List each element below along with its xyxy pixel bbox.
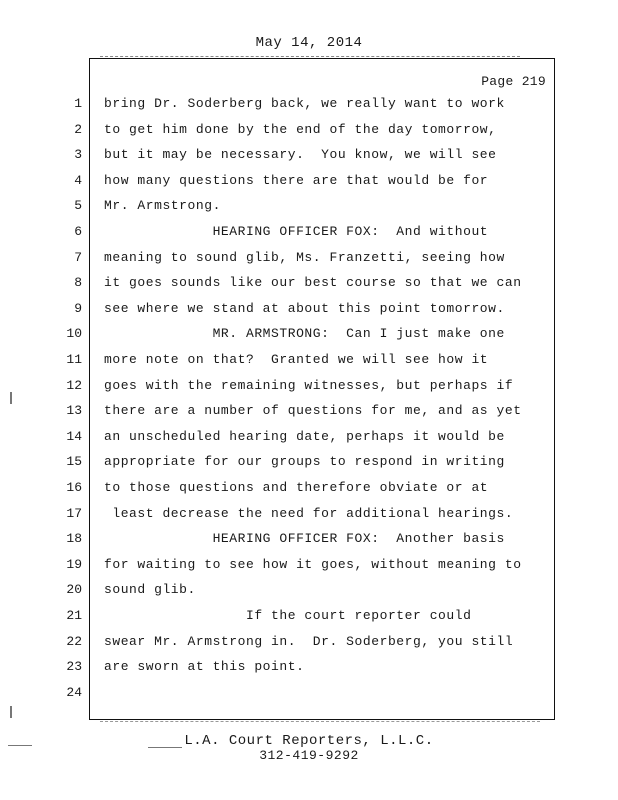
line-text: least decrease the need for additional hearings. xyxy=(104,505,514,521)
line-text: more note on that? Granted we will see how it xyxy=(104,352,489,367)
line-text: goes with the remaining witnesses, but perhaps if xyxy=(104,377,514,393)
line-text: Mr. Armstrong. xyxy=(104,198,221,214)
line-text: to those questions and therefore obviate or at xyxy=(104,480,489,495)
line-number: 8 xyxy=(74,275,82,291)
line-text: for waiting to see how it goes, without meaning to xyxy=(104,556,522,572)
page-number: Page 219 xyxy=(481,74,546,89)
line-number: 14 xyxy=(66,428,82,444)
line-text: to get him done by the end of the day tomorrow, xyxy=(104,121,497,137)
scan-mark xyxy=(10,392,12,404)
transcript-date: May 14, 2014 xyxy=(255,35,363,51)
line-number: 6 xyxy=(74,224,82,239)
line-number: 17 xyxy=(66,505,82,521)
line-number: 18 xyxy=(66,531,82,547)
line-text: swear Mr. Armstrong in. Dr. Soderberg, you still xyxy=(104,633,514,649)
line-number: 24 xyxy=(66,684,82,700)
line-number: 7 xyxy=(74,249,82,265)
reporter-phone: 312-419-9292 xyxy=(259,748,359,763)
line-text: but it may be necessary. You know, we will see xyxy=(104,147,497,163)
line-number: 16 xyxy=(66,480,82,495)
top-divider xyxy=(100,56,520,57)
line-text: MR. ARMSTRONG: Can I just make one xyxy=(104,326,505,342)
line-number: 3 xyxy=(74,147,82,163)
line-text: sound glib. xyxy=(104,582,196,598)
line-text: appropriate for our groups to respond in writing xyxy=(104,454,505,470)
scan-mark xyxy=(8,745,32,746)
line-number: 4 xyxy=(74,172,82,188)
line-number: 5 xyxy=(74,198,82,214)
line-text: an unscheduled hearing date, perhaps it would be xyxy=(104,428,505,444)
line-number: 20 xyxy=(66,582,82,598)
line-number: 23 xyxy=(66,659,82,675)
bottom-divider xyxy=(100,721,540,722)
line-number: 15 xyxy=(66,454,82,470)
line-number: 13 xyxy=(66,403,82,419)
line-text: see where we stand at about this point tomorrow. xyxy=(104,300,505,316)
line-number: 22 xyxy=(66,633,82,649)
line-number: 19 xyxy=(66,556,82,572)
line-number: 11 xyxy=(66,352,82,367)
line-number: 10 xyxy=(66,326,82,342)
line-text: meaning to sound glib, Ms. Franzetti, seeing how xyxy=(104,249,505,265)
line-text: HEARING OFFICER FOX: And without xyxy=(104,224,489,239)
line-text: it goes sounds like our best course so that we can xyxy=(104,275,522,291)
line-text: how many questions there are that would be for xyxy=(104,172,489,188)
line-text: bring Dr. Soderberg back, we really want to work xyxy=(104,96,505,111)
line-number: 9 xyxy=(74,300,82,316)
reporter-company: L.A. Court Reporters, L.L.C. xyxy=(184,733,434,749)
line-text: are sworn at this point. xyxy=(104,659,305,675)
line-number: 12 xyxy=(66,377,82,393)
scan-mark xyxy=(148,747,182,748)
line-text: HEARING OFFICER FOX: Another basis xyxy=(104,531,505,547)
scan-mark xyxy=(10,706,12,718)
line-number: 2 xyxy=(74,121,82,137)
line-text: there are a number of questions for me, and as yet xyxy=(104,403,522,419)
line-number: 1 xyxy=(74,96,82,111)
line-number: 21 xyxy=(66,608,82,623)
line-text: If the court reporter could xyxy=(104,608,472,623)
